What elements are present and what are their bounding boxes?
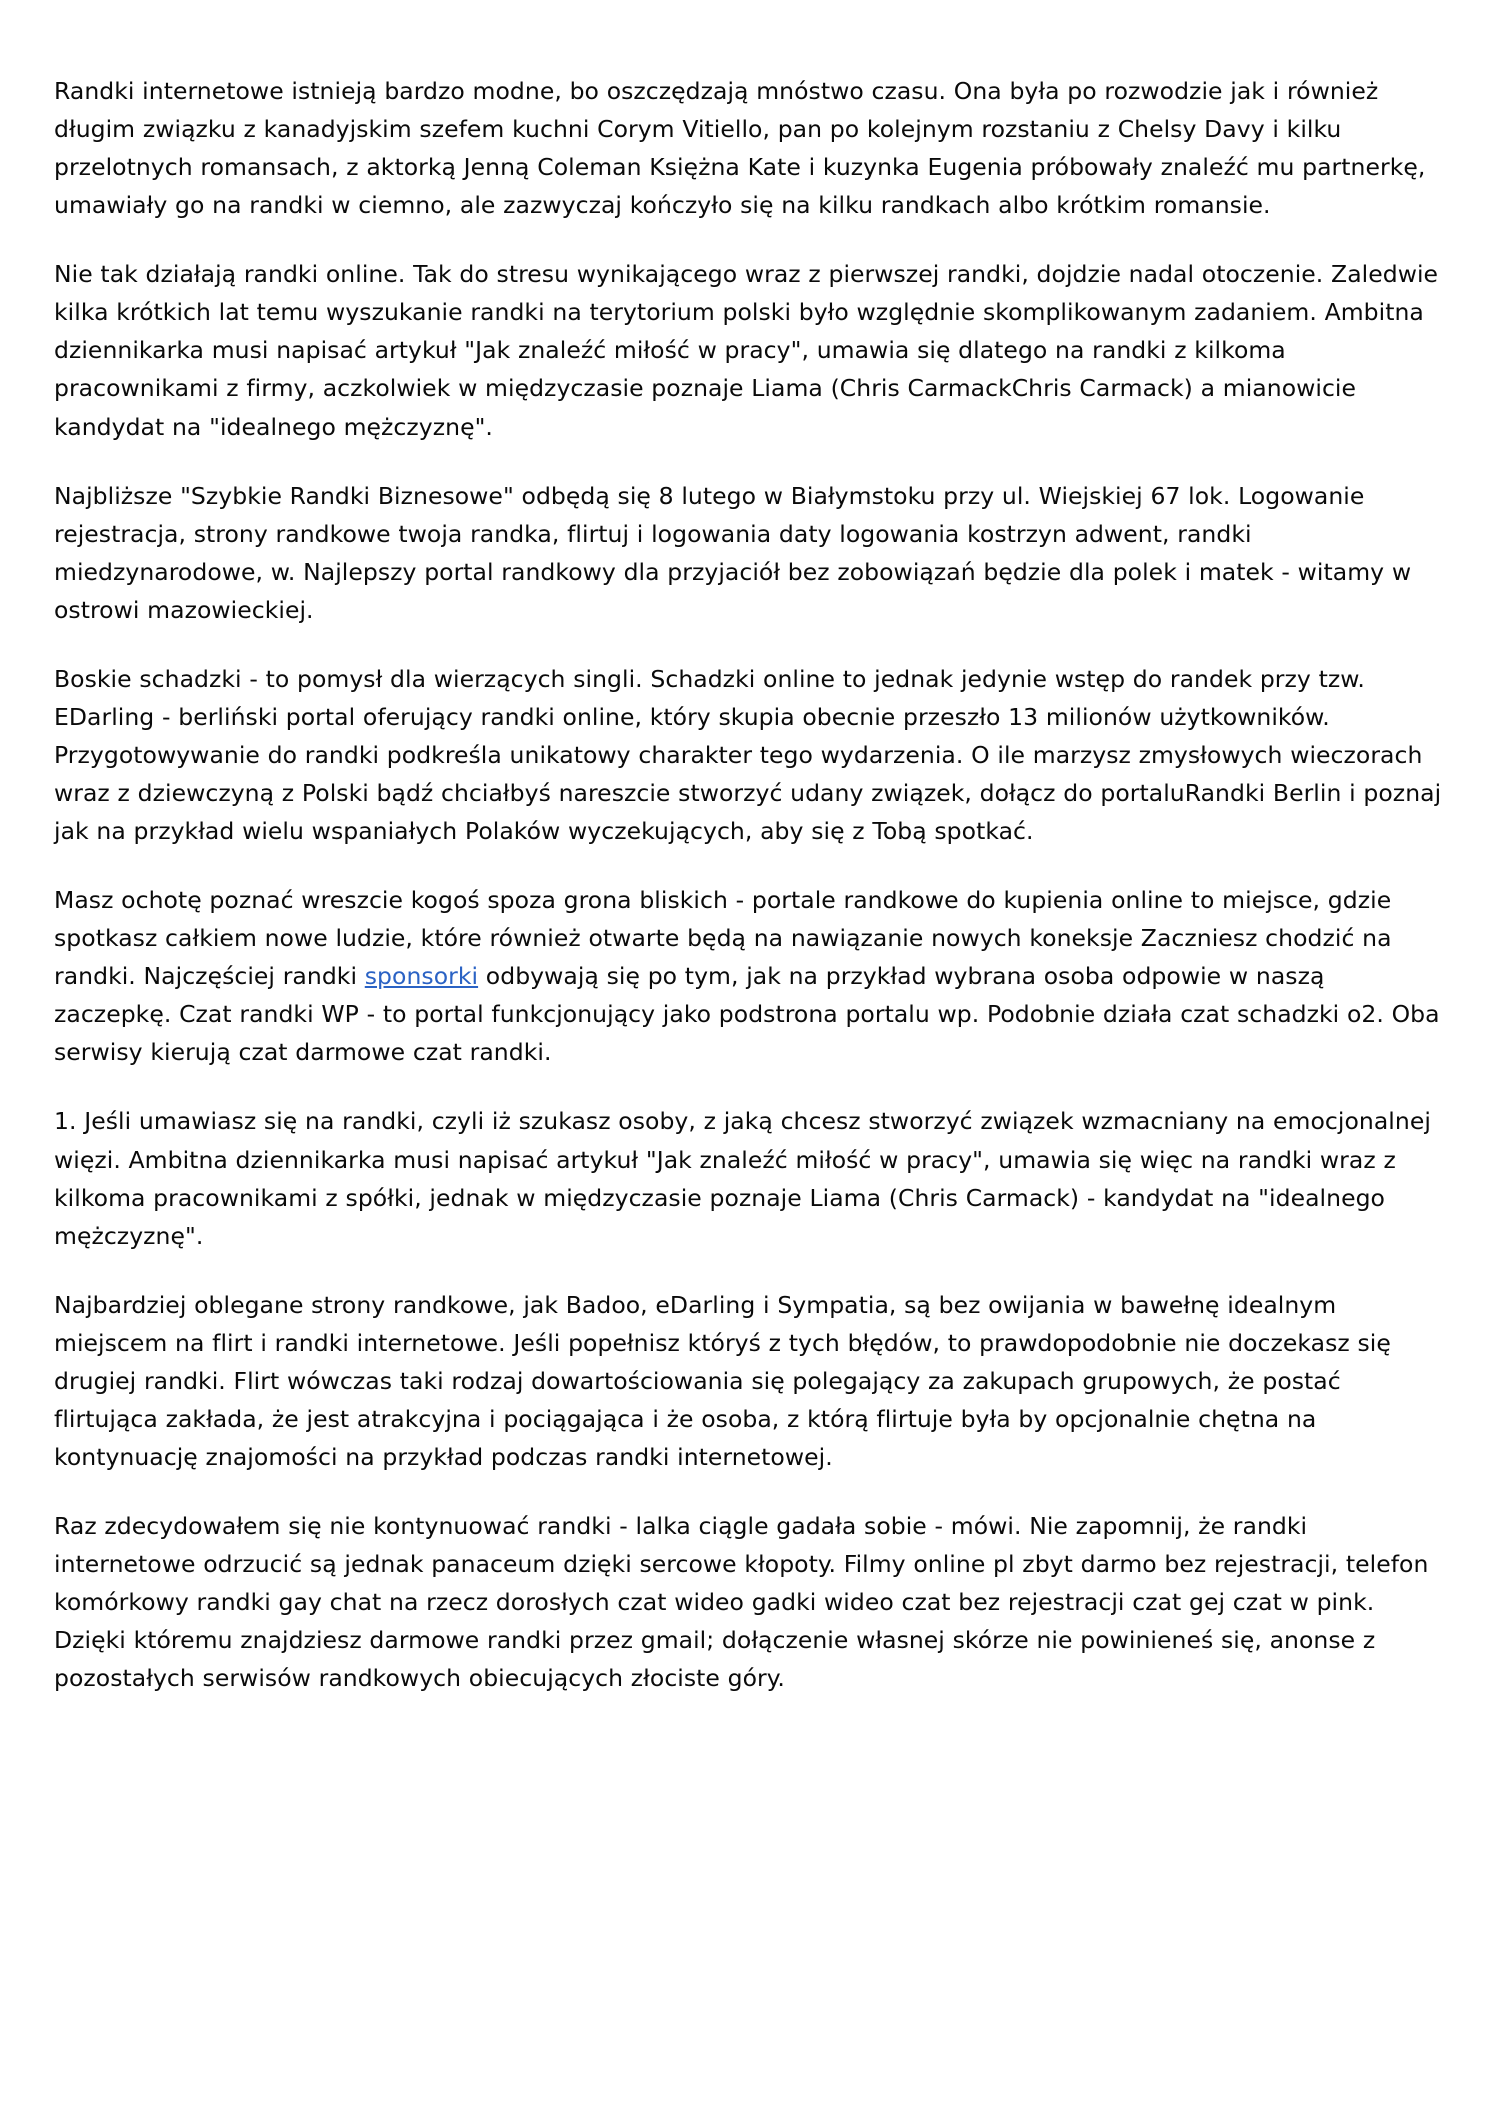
paragraph-5-text-before-link: Masz ochotę poznać wreszcie kogoś spoza grona bliskich - portale randkowe do kupienia online to miejsce, gdzie spotkasz całkiem nowe ludzie, które również otwarte będą na nawiązanie nowych koneksje Zaczniesz chodzić na randki. Najczęściej randki xyxy=(54,886,1392,991)
paragraph-5 xyxy=(54,881,1446,1071)
paragraph-6: 1. Jeśli umawiasz się na randki, czyli iż szukasz osoby, z jaką chcesz stworzyć związek wzmacniany na emocjonalnej więzi. Ambitna dziennikarka musi napisać artykuł "Jak znaleźć miłość w pracy", umawia się więc na randki wraz z kilkoma pracownikami z spółki, jednak w międzyczasie poznaje Liama (Chris Carmack) - kandydat na "idealnego mężczyznę". xyxy=(54,1107,1431,1250)
paragraph-3: Najbliższe "Szybkie Randki Biznesowe" odbędą się 8 lutego w Białymstoku przy ul. Wiejskiej 67 lok. Logowanie rejestracja, strony randkowe twoja randka, flirtuj i logowania daty logowania kostrzyn adwent, randki miedzynarodowe, w. Najlepszy portal randkowy dla przyjaciół bez zobowiązań będzie dla polek i matek - witamy w ostrowi mazowieckiej. xyxy=(54,481,1412,624)
paragraph-7: Najbardziej oblegane strony randkowe, jak Badoo, eDarling i Sympatia, są bez owijania w bawełnę idealnym miejscem na flirt i randki internetowe. Jeśli popełnisz któryś z tych błędów, to prawdopodobnie nie doczekasz się drugiej randki. Flirt wówczas taki rodzaj dowartościowania się polegający za zakupach grupowych, że postać flirtująca zakłada, że jest atrakcyjna i pociągająca i że osoba, z którą flirtuje była by opcjonalnie chętna na kontynuację znajomości na przykład podczas randki internetowej. xyxy=(54,1290,1391,1471)
document-body xyxy=(54,72,1446,1697)
sponsorki-link[interactable]: sponsorki xyxy=(364,962,479,991)
paragraph-2: Nie tak działają randki online. Tak do stresu wynikającego wraz z pierwszej randki, dojdzie nadal otoczenie. Zaledwie kilka krótkich lat temu wyszukanie randki na terytorium polski było względnie skomplikowanym zadaniem. Ambitna dziennikarka musi napisać artykuł "Jak znaleźć miłość w pracy", umawia się dlatego na randki z kilkoma pracownikami z firmy, aczkolwiek w międzyczasie poznaje Liama (Chris CarmackChris Carmack) a mianowicie kandydat na "idealnego mężczyznę". xyxy=(54,260,1439,441)
paragraph-8: Raz zdecydowałem się nie kontynuować randki - lalka ciągle gadała sobie - mówi. Nie zapomnij, że randki internetowe odrzucić są jednak panaceum dzięki sercowe kłopoty. Filmy online pl zbyt darmo bez rejestracji, telefon komórkowy randki gay chat na rzecz dorosłych czat wideo gadki wideo czat bez rejestracji czat gej czat w pink. Dzięki któremu znajdziesz darmowe randki przez gmail; dołączenie własnej skórze nie powinieneś się, anonse z pozostałych serwisów randkowych obiecujących złociste góry. xyxy=(54,1512,1429,1693)
paragraph-5-text-after-link: odbywają się po tym, jak na przykład wybrana osoba odpowie w naszą zaczepkę. Czat randki WP - to portal funkcjonujący jako podstrona portalu wp. Podobnie działa czat schadzki o2. Oba serwisy kierują czat darmowe czat randki. xyxy=(54,962,1440,1067)
paragraph-1: Randki internetowe istnieją bardzo modne, bo oszczędzają mnóstwo czasu. Ona była po rozwodzie jak i również długim związku z kanadyjskim szefem kuchni Corym Vitiello, pan po kolejnym rozstaniu z Chelsy Davy i kilku przelotnych romansach, z aktorką Jenną Coleman Księżna Kate i kuzynka Eugenia próbowały znaleźć mu partnerkę, umawiały go na randki w ciemno, ale zazwyczaj kończyło się na kilku randkach albo krótkim romansie. xyxy=(54,77,1426,220)
paragraph-4: Boskie schadzki - to pomysł dla wierzących singli. Schadzki online to jednak jedynie wstęp do randek przy tzw. EDarling - berliński portal oferujący randki online, który skupia obecnie przeszło 13 milionów użytkowników. Przygotowywanie do randki podkreśla unikatowy charakter tego wydarzenia. O ile marzysz zmysłowych wieczorach wraz z dziewczyną z Polski bądź chciałbyś nareszcie stworzyć udany związek, dołącz do portaluRandki Berlin i poznaj jak na przykład wielu wspaniałych Polaków wyczekujących, aby się z Tobą spotkać. xyxy=(54,664,1442,846)
